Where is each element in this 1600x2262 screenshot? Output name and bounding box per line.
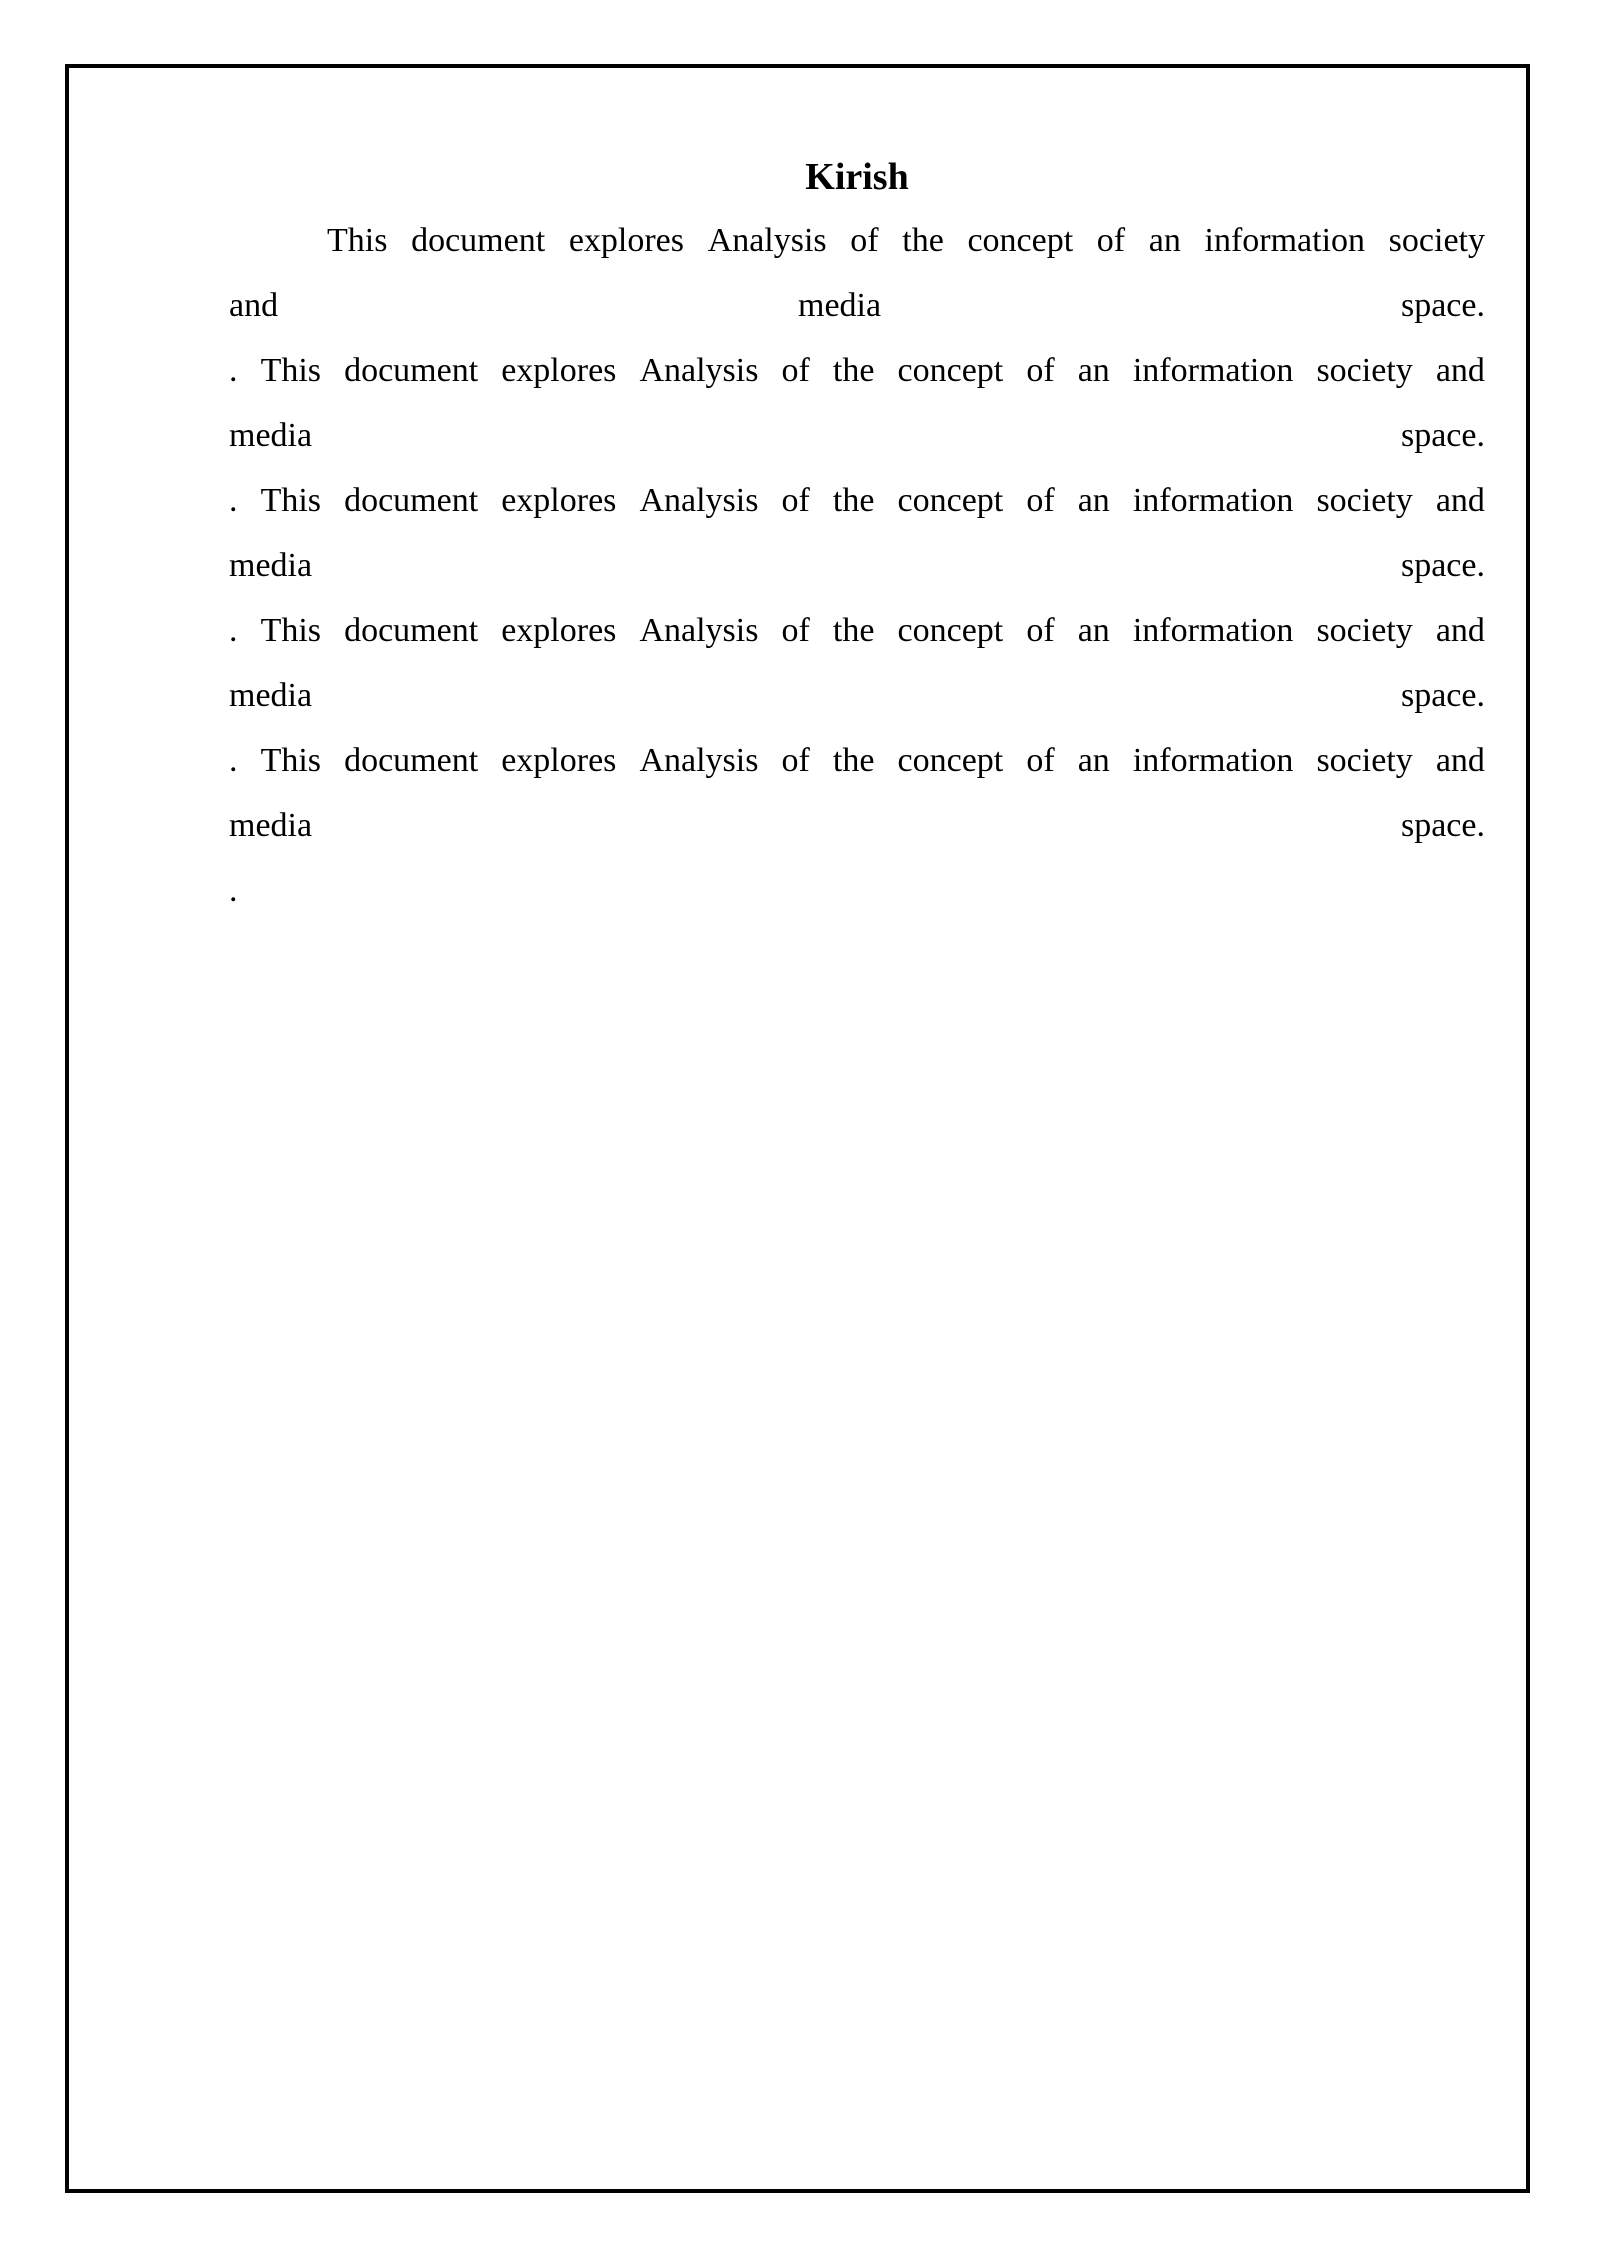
word: information — [1132, 612, 1294, 649]
word: This — [260, 742, 322, 779]
word: of — [850, 222, 879, 259]
word: of — [1096, 222, 1126, 259]
word: document — [344, 742, 479, 779]
text-line — [229, 338, 1485, 403]
word: document — [344, 352, 479, 389]
word: the — [832, 742, 875, 779]
word: media — [229, 807, 313, 844]
word: explores — [501, 482, 617, 519]
word: explores — [501, 612, 617, 649]
word: explores — [501, 742, 617, 779]
word: Analysis — [639, 482, 759, 519]
word: This — [327, 222, 388, 259]
word: Analysis — [639, 612, 759, 649]
word: media — [229, 547, 313, 584]
word: society — [1316, 612, 1413, 649]
word: of — [781, 742, 810, 779]
word: and — [1435, 482, 1485, 519]
word: the — [832, 482, 875, 519]
word: media — [798, 287, 882, 324]
text-line — [229, 663, 1485, 728]
word: the — [902, 222, 944, 259]
word: This — [260, 612, 322, 649]
word: of — [1026, 742, 1055, 779]
word: Analysis — [639, 742, 759, 779]
word: concept — [897, 482, 1004, 519]
word: concept — [967, 222, 1074, 259]
text-line — [229, 858, 1485, 923]
word: . — [229, 872, 238, 909]
word: media — [229, 677, 313, 714]
word: society — [1316, 482, 1413, 519]
word: information — [1204, 222, 1366, 259]
word: explores — [568, 222, 684, 259]
word: information — [1132, 352, 1294, 389]
word: an — [1077, 482, 1110, 519]
word: document — [344, 612, 479, 649]
word: document — [344, 482, 479, 519]
word: document — [411, 222, 546, 259]
word: the — [832, 612, 875, 649]
word: of — [1026, 352, 1055, 389]
text-line — [229, 403, 1485, 468]
word: . — [229, 742, 238, 779]
word: of — [781, 482, 810, 519]
word: Analysis — [639, 352, 759, 389]
word: information — [1132, 742, 1294, 779]
word: society — [1388, 222, 1485, 259]
word: the — [832, 352, 875, 389]
word: This — [260, 352, 322, 389]
word: and — [229, 287, 279, 324]
word: Analysis — [707, 222, 827, 259]
word: concept — [897, 612, 1004, 649]
word: concept — [897, 352, 1004, 389]
word: This — [260, 482, 322, 519]
text-line — [229, 598, 1485, 663]
word: concept — [897, 742, 1004, 779]
word: of — [1026, 482, 1055, 519]
word: society — [1316, 352, 1413, 389]
word: . — [229, 352, 238, 389]
word: space. — [1400, 677, 1485, 714]
word: and — [1435, 742, 1485, 779]
word: space. — [1400, 807, 1485, 844]
word: of — [1026, 612, 1055, 649]
text-line — [229, 468, 1485, 533]
word: information — [1132, 482, 1294, 519]
text-line — [229, 208, 1485, 273]
word: space. — [1400, 547, 1485, 584]
text-line — [229, 273, 1485, 338]
paragraph — [229, 208, 1485, 923]
document-body — [229, 150, 1485, 923]
word: media — [229, 417, 313, 454]
word: an — [1148, 222, 1181, 259]
word: . — [229, 612, 238, 649]
word: an — [1077, 742, 1110, 779]
text-line — [229, 728, 1485, 793]
word: of — [781, 352, 810, 389]
word: . — [229, 482, 238, 519]
word: explores — [501, 352, 617, 389]
word: an — [1077, 612, 1110, 649]
text-line — [229, 793, 1485, 858]
word: and — [1435, 612, 1485, 649]
document-title: Kirish — [805, 156, 909, 198]
word: an — [1077, 352, 1110, 389]
word: and — [1435, 352, 1485, 389]
word: space. — [1400, 287, 1485, 324]
text-line — [229, 533, 1485, 598]
word: society — [1316, 742, 1413, 779]
word: space. — [1400, 417, 1485, 454]
word: of — [781, 612, 810, 649]
